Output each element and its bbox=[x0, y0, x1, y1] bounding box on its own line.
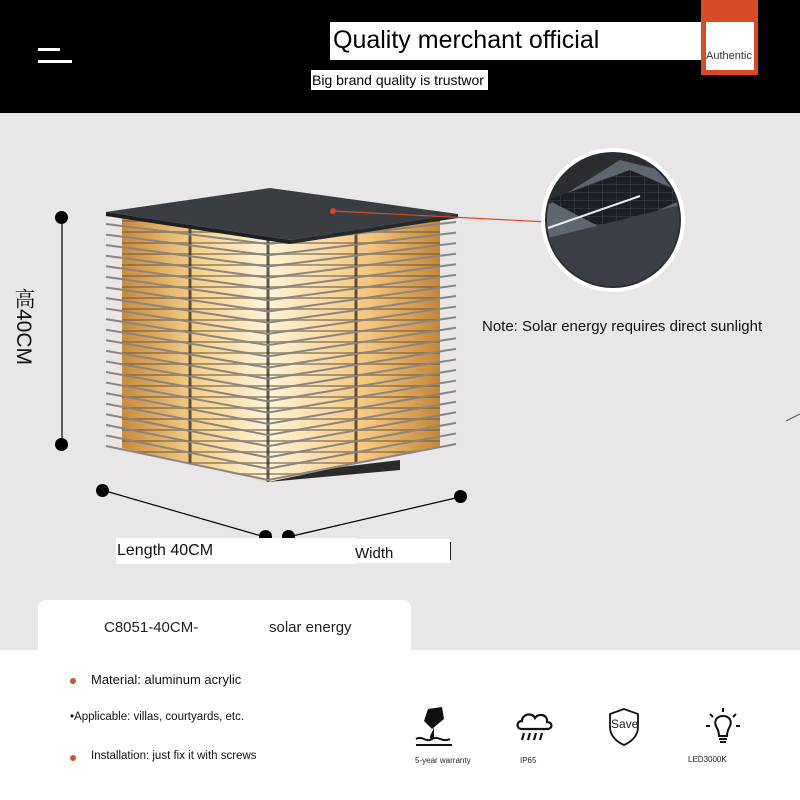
feature-label: IP65 bbox=[520, 756, 537, 765]
bullet-dot bbox=[70, 678, 76, 684]
model-tab[interactable] bbox=[38, 600, 411, 655]
spec-applicable: •Applicable: villas, courtyards, etc. bbox=[70, 711, 245, 723]
solar-zoom-circle bbox=[540, 148, 700, 292]
width-label: Width bbox=[355, 545, 394, 562]
height-bottom-marker bbox=[55, 438, 68, 451]
authentic-badge-label: Authentic bbox=[706, 50, 752, 62]
save-icon-text: Save bbox=[611, 717, 639, 731]
rain-cloud-icon bbox=[514, 709, 554, 743]
spec-material: Material: aluminum acrylic bbox=[91, 672, 242, 687]
page-subtitle: Big brand quality is trustwor bbox=[311, 70, 488, 90]
length-label: Length 40CM bbox=[117, 542, 214, 559]
power-type: solar energy bbox=[269, 619, 352, 636]
bullet-dot bbox=[70, 755, 76, 761]
edge-mark bbox=[786, 414, 800, 421]
spec-installation: Installation: just fix it with screws bbox=[91, 750, 257, 762]
length-start-marker bbox=[96, 484, 109, 497]
feature-label: 5-year warranty bbox=[415, 756, 471, 765]
page-title: Quality merchant official bbox=[333, 26, 600, 54]
height-label: 高40CM bbox=[12, 288, 35, 366]
paint-pour-icon bbox=[412, 705, 456, 747]
length-guide-line bbox=[102, 490, 265, 537]
lightbulb-icon bbox=[704, 706, 742, 748]
width-guide-line bbox=[288, 497, 460, 537]
width-end-marker bbox=[454, 490, 467, 503]
width-label-divider bbox=[450, 542, 451, 560]
model-number: C8051-40CM- bbox=[104, 619, 199, 636]
feature-label: LED3000K bbox=[688, 755, 727, 764]
height-top-marker bbox=[55, 211, 68, 224]
solar-note: Note: Solar energy requires direct sunlight bbox=[482, 318, 763, 335]
